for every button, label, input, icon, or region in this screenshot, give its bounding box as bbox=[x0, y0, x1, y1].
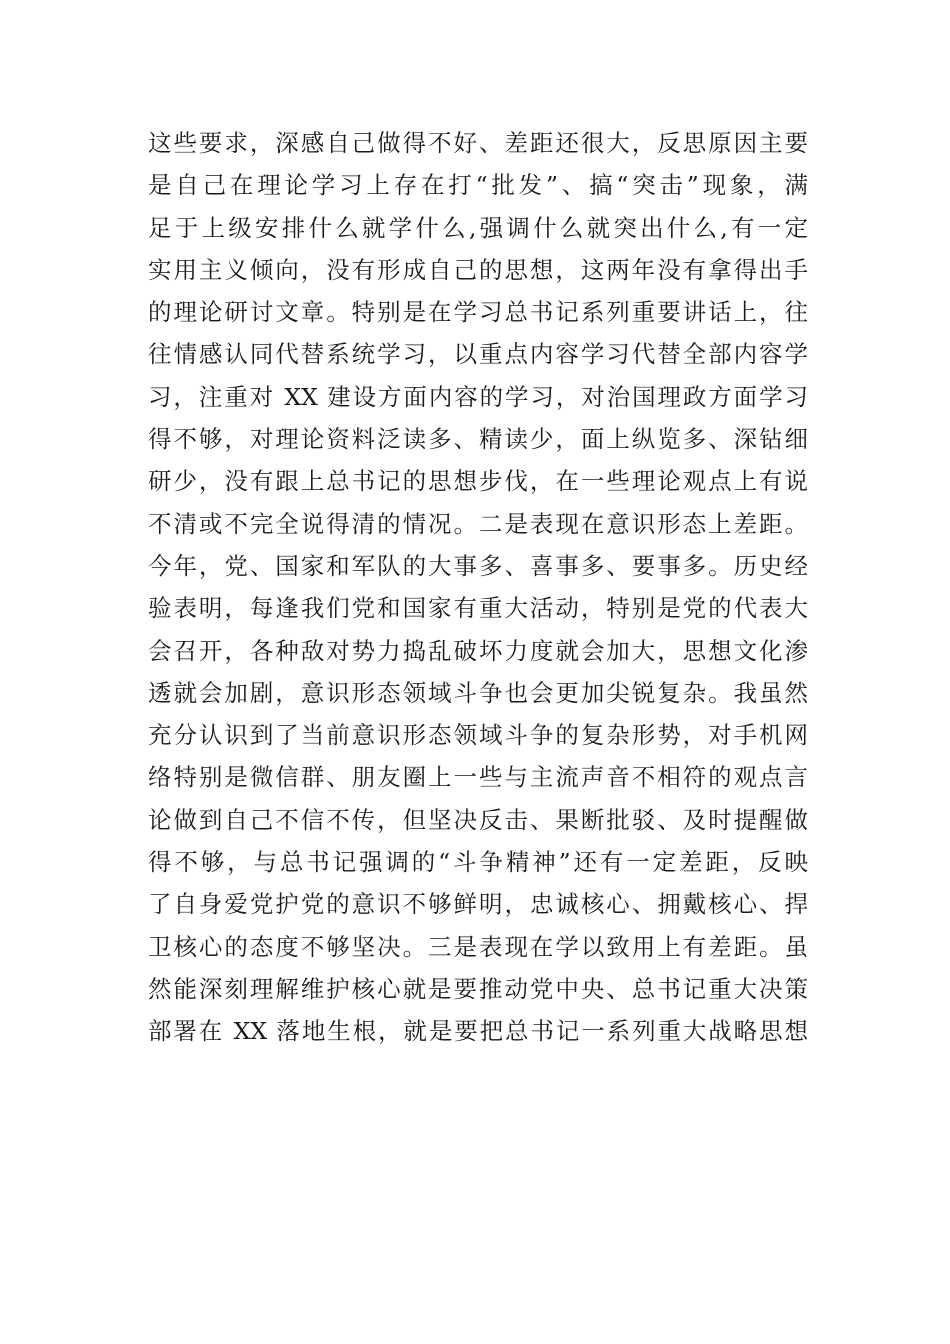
text-line: 络特别是微信群、朋友圈上一些与主流声音不相符的观点言 bbox=[148, 763, 808, 792]
text-line: 了自身爱党护党的意识不够鲜明，忠诚核心、拥戴核心、捍 bbox=[148, 890, 808, 919]
text-line: 透就会加剧，意识形态领域斗争也会更加尖锐复杂。我虽然 bbox=[148, 678, 808, 707]
text-line: 然能深刻理解维护核心就是要推动党中央、总书记重大决策 bbox=[148, 974, 808, 1003]
text-line: 充分认识到了当前意识形态领域斗争的复杂形势，对手机网 bbox=[148, 721, 808, 750]
text-line: 的理论研讨文章。特别是在学习总书记系列重要讲话上，往 bbox=[148, 298, 808, 327]
text-line: 论做到自己不信不传，但坚决反击、果断批驳、及时提醒做 bbox=[148, 805, 808, 834]
text-line: 卫核心的态度不够坚决。三是表现在学以致用上有差距。虽 bbox=[148, 932, 808, 961]
text-line: 是自己在理论学习上存在打“批发”、搞“突击”现象，满 bbox=[148, 171, 808, 200]
text-line: 部署在 XX 落地生根，就是要把总书记一系列重大战略思想 bbox=[148, 1017, 808, 1046]
text-line: 会召开，各种敌对势力捣乱破坏力度就会加大，思想文化渗 bbox=[148, 636, 808, 665]
text-line: 验表明，每逢我们党和国家有重大活动，特别是党的代表大 bbox=[148, 594, 808, 623]
text-line: 实用主义倾向，没有形成自己的思想，这两年没有拿得出手 bbox=[148, 255, 808, 284]
text-line: 习，注重对 XX 建设方面内容的学习，对治国理政方面学习 bbox=[148, 382, 808, 411]
body-text bbox=[148, 122, 808, 1053]
text-line: 这些要求，深感自己做得不好、差距还很大，反思原因主要 bbox=[148, 129, 808, 157]
text-line: 得不够，对理论资料泛读多、精读少，面上纵览多、深钻细 bbox=[148, 425, 808, 454]
text-line: 得不够，与总书记强调的“斗争精神”还有一定差距，反映 bbox=[148, 848, 808, 877]
text-line: 不清或不完全说得清的情况。二是表现在意识形态上差距。 bbox=[148, 509, 808, 538]
text-line: 往情感认同代替系统学习，以重点内容学习代替全部内容学 bbox=[148, 340, 808, 369]
text-line: 今年，党、国家和军队的大事多、喜事多、要事多。历史经 bbox=[148, 551, 808, 580]
text-line: 研少，没有跟上总书记的思想步伐，在一些理论观点上有说 bbox=[148, 467, 808, 496]
text-line: 足于上级安排什么就学什么,强调什么就突出什么,有一定 bbox=[148, 213, 808, 242]
